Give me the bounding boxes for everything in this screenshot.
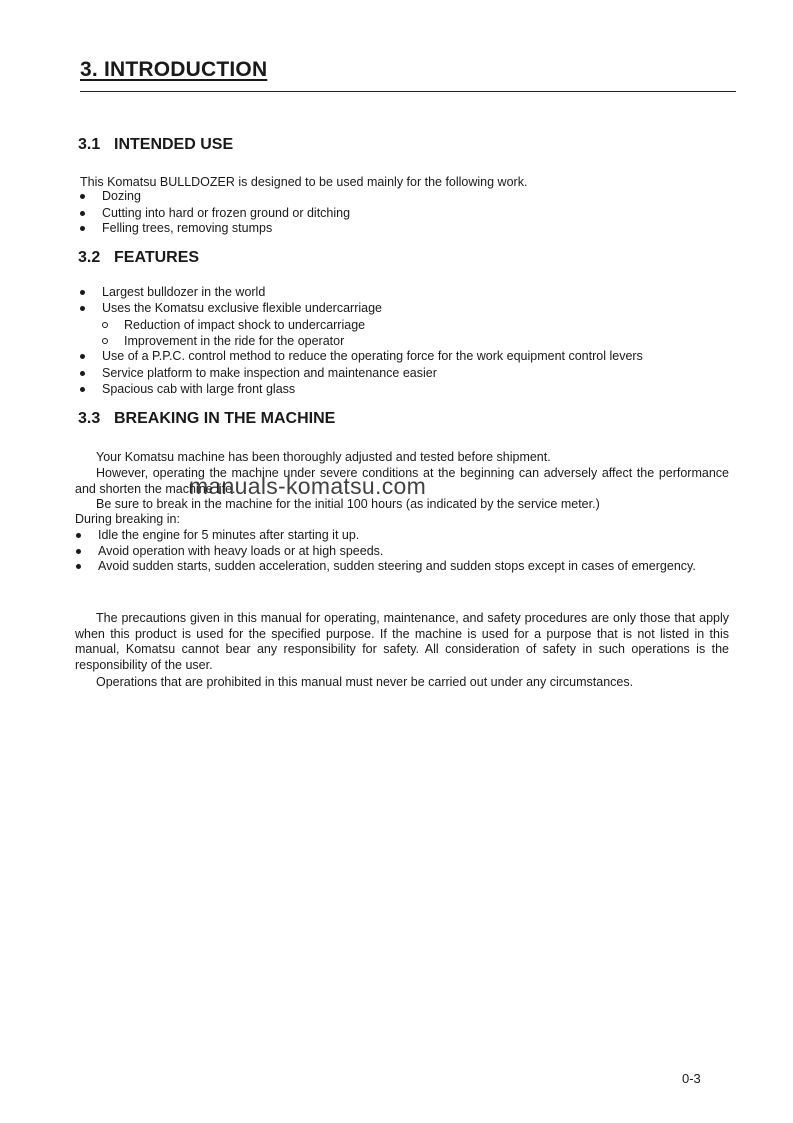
circle-bullet-icon xyxy=(102,322,108,328)
during-breaking-in-label: During breaking in: xyxy=(75,512,180,526)
breaking-in-paragraph: However, operating the machine under severe conditions at the beginning can adversely affect the performance and shorten the machine life. xyxy=(75,466,729,496)
bullet-icon xyxy=(76,533,81,538)
circle-bullet-icon xyxy=(102,338,108,344)
section-title-intended-use xyxy=(78,136,233,154)
breaking-in-paragraph: Be sure to break in the machine for the initial 100 hours (as indicated by the service meter.) xyxy=(96,497,600,511)
intended-use-intro: This Komatsu BULLDOZER is designed to be used mainly for the following work. xyxy=(80,175,528,189)
chapter-title: 3. INTRODUCTION xyxy=(80,58,268,81)
list-item: Avoid sudden starts, sudden acceleration, sudden steering and sudden stops except in cases of emergency. xyxy=(76,559,727,591)
bullet-icon xyxy=(80,387,85,392)
section-number: 3.2 xyxy=(78,249,101,266)
bullet-icon xyxy=(76,549,81,554)
precautions-paragraph: The precautions given in this manual for operating, maintenance, and safety procedures are only those that apply when this product is used for the specified purpose. If the machine is used for a purpose that is not listed in this manual, Komatsu cannot bear any responsibility for safety. All consideration of safety in such operations is the responsibility of the user. xyxy=(75,611,729,673)
section-title-features xyxy=(78,249,199,267)
breaking-in-paragraph: Your Komatsu machine has been thoroughly adjusted and tested before shipment. xyxy=(96,450,551,464)
manual-page: 3. INTRODUCTION 3.1 INTENDED USE This Komatsu BULLDOZER is designed to be used mainly for the following work. Dozing Cutting into hard or frozen ground or ditching Felling trees, removing stumps 3.2 FEATURES Largest bulldozer in the world Uses the Komatsu exclusive flexible undercarriage Reduction of impact shock to undercarriage Improvement in the ride for the operator Use of a P.P.C. control method to reduce the operating force for the work equipment control levers Service platform to make inspection and maintenance easier Spacious cab with large front glass 3.3 BREAKING IN THE MACHINE Your Komatsu machine has been thoroughly adjusted and tested before shipment. However, operating the machine under severe conditions at the beginning can adversely affect the performance and shorten the machine life. Be sure to break in the machine for the initial 100 hours (as indicated by the service meter.) During breaking in: Idle the engine for 5 minutes after starting it up. Avoid operation with heavy loads or at high speeds. Avoid sudden starts, sudden acceleration, sudden steering and sudden stops except in cases of emergency. The precautions given in this manual for operating, maintenance, and safety procedures are only those that apply when this product is used for the specified purpose. If the machine is used for a purpose that is not listed in this manual, Komatsu cannot bear any responsibility for safety. All consideration of safety in such operations is the responsibility of the user. Operations that are prohibited in this manual must never be carried out under any circumstances. manuals-komatsu.com 0-3 xyxy=(0,0,793,1123)
prohibited-paragraph: Operations that are prohibited in this manual must never be carried out under any circumstances. xyxy=(96,675,634,689)
bullet-icon xyxy=(80,306,85,311)
section-number: 3.1 xyxy=(78,136,101,153)
page-number: 0-3 xyxy=(682,1071,701,1086)
chapter-rule xyxy=(80,91,736,92)
bullet-icon xyxy=(80,194,85,199)
watermark-text: manuals-komatsu.com xyxy=(189,473,427,499)
bullet-icon xyxy=(76,564,81,569)
section-heading: INTENDED USE xyxy=(114,136,234,153)
bullet-icon xyxy=(80,371,85,376)
bullet-icon xyxy=(80,226,85,231)
section-heading: FEATURES xyxy=(114,249,200,266)
bullet-icon xyxy=(80,211,85,216)
section-heading: BREAKING IN THE MACHINE xyxy=(114,410,336,427)
bullet-icon xyxy=(80,290,85,295)
section-number: 3.3 xyxy=(78,410,101,427)
section-title-breaking-in xyxy=(78,410,335,428)
bullet-icon xyxy=(80,354,85,359)
